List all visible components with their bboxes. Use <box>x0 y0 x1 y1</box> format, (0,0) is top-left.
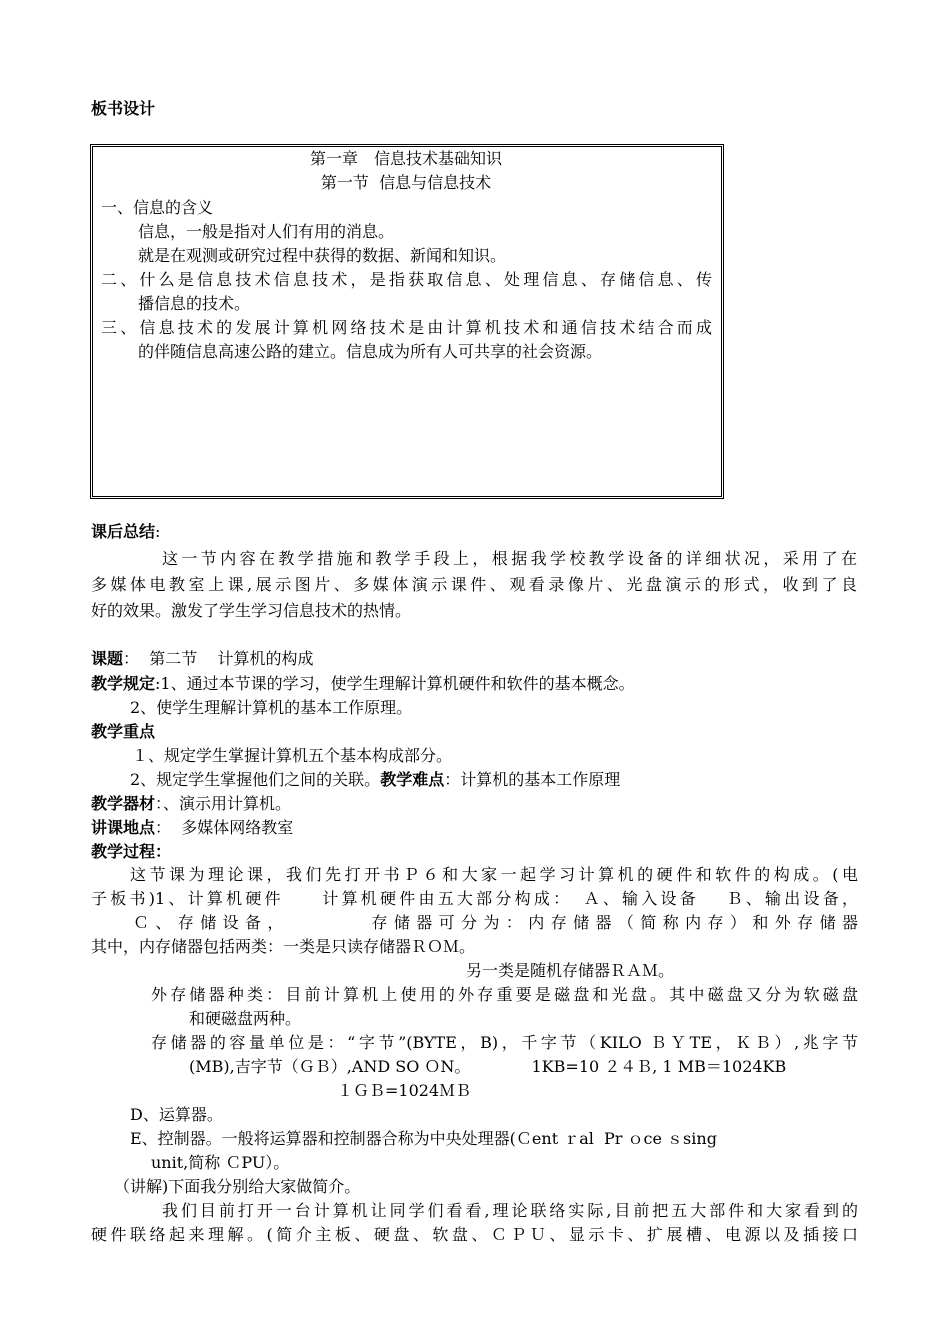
board-point-1-heading: 一、信息的含义 <box>101 198 214 217</box>
lesson-topic-value: ： 第二节 计算机的构成 <box>123 649 314 668</box>
process-line-6: 外存储器种类：目前计算机上使用的外存重要是磁盘和光盘。其中磁盘又分为软磁盘 <box>151 985 858 1004</box>
lesson-key-point-2: 2、规定学生掌握他们之间的关联。 <box>130 770 381 789</box>
board-section-title: 第一节 信息与信息技术 <box>320 173 492 192</box>
process-line-3: Ｃ、存储设备， 存储器可分为：内存储器（简称内存）和外存储器 <box>133 913 858 932</box>
summary-label: 课后总结 <box>91 522 156 541</box>
board-point-2-line-2: 播信息的技术。 <box>138 294 251 313</box>
lesson-place-label: 讲课地点 <box>91 818 156 837</box>
summary-line-1: 这一节内容在教学措施和教学手段上，根据我学校教学设备的详细状况，采用了在 <box>162 549 857 568</box>
lesson-difficulty-label: 教学难点 <box>380 770 445 789</box>
lesson-requirement-label: 教学规定 <box>91 674 156 693</box>
lesson-process-label: 教学过程 <box>91 842 156 861</box>
process-line-10: １ＧＢ=1024ＭＢ <box>337 1081 472 1100</box>
process-line-1: 这节课为理论课，我们先打开书Ｐ６和大家一起学习计算机的硬件和软件的构成。(电 <box>130 865 858 884</box>
process-line-12: E、控制器。一般将运算器和控制器合称为中央处理器(Ｃent ｒal Pr ｏce ｓsing <box>130 1129 717 1148</box>
process-line-13: unit,简称 ＣPU）。 <box>151 1153 290 1172</box>
lesson-key-point-1: １、规定学生掌握计算机五个基本构成部分。 <box>132 746 453 765</box>
summary-line-2: 多媒体电教室上课,展示图片、多媒体演示课件、观看录像片、光盘演示的形式，收到了良 <box>91 575 857 594</box>
lesson-equipment-line <box>91 793 291 815</box>
board-point-1-line-2: 就是在观测或研究过程中获得的数据、新闻和知识。 <box>138 246 507 265</box>
board-point-3-line-2: 的伴随信息高速公路的建立。信息成为所有人可共享的社会资源。 <box>138 342 603 361</box>
process-line-2: 子板书)1、计算机硬件 计算机硬件由五大部分构成： Ａ、输入设备 Ｂ、输出设备， <box>91 889 858 908</box>
board-point-1-line-1: 信息，一般是指对人们有用的消息。 <box>138 222 395 241</box>
lesson-topic-line <box>91 648 314 670</box>
lesson-difficulty-value: ：计算机的基本工作原理 <box>444 770 621 789</box>
board-point-2-line-1: 二、什么是信息技术信息技术，是指获取信息、处理信息、存储信息、传 <box>101 270 712 289</box>
lesson-key-points-label: 教学重点 <box>91 722 156 741</box>
lesson-requirement-line-2: 2、使学生理解计算机的基本工作原理。 <box>130 698 413 717</box>
lesson-topic-label: 课题 <box>91 649 124 668</box>
process-line-9: (MB),吉字节（ＧＢ）,AND SO ＯN。 1KB=10 ２４Ｂ, 1 MB＝1024KB <box>189 1057 787 1076</box>
process-line-15: 我们目前打开一台计算机让同学们看看,理论联络实际,目前把五大部件和大家看到的 <box>162 1201 858 1220</box>
lesson-place-value: ： 多媒体网络教室 <box>155 818 294 837</box>
process-line-8: 存储器的容量单位是：“字节”(BYTE，B)，千字节（KILO ＢＹTE，ＫＢ）,兆字节 <box>151 1033 858 1052</box>
lesson-key-point-2-line <box>130 769 620 791</box>
process-line-7: 和硬磁盘两种。 <box>189 1009 302 1028</box>
summary-colon: : <box>155 522 161 541</box>
lesson-requirement-line-1 <box>91 673 635 695</box>
summary-line-3: 好的效果。激发了学生学习信息技术的热情。 <box>91 601 412 620</box>
board-chapter-title: 第一章 信息技术基础知识 <box>309 149 502 168</box>
lesson-process-heading <box>91 841 171 863</box>
process-line-14: （讲解)下面我分别给大家做简介。 <box>114 1177 361 1196</box>
lesson-process-colon: ： <box>155 842 172 861</box>
lesson-equipment-label: 教学器材 <box>91 794 156 813</box>
summary-heading <box>91 521 160 543</box>
lesson-requirement-1: :1、通过本节课的学习，使学生理解计算机硬件和软件的基本概念。 <box>155 674 635 693</box>
board-design-heading: 板书设计 <box>91 99 156 118</box>
lesson-place-line <box>91 817 293 839</box>
lesson-equipment-value: ：、演示用计算机。 <box>155 794 292 813</box>
process-line-5: 另一类是随机存储器ＲＡＭ。 <box>466 961 675 980</box>
board-point-3-line-1: 三、信息技术的发展计算机网络技术是由计算机技术和通信技术结合而成 <box>101 318 712 337</box>
process-line-11: D、运算器。 <box>130 1105 223 1124</box>
process-line-4: 其中，内存储器包括两类：一类是只读存储器ＲＯＭ。 <box>91 937 476 956</box>
process-line-16: 硬件联络起来理解。(简介主板、硬盘、软盘、ＣＰＵ、显示卡、扩展槽、电源以及插接口 <box>91 1225 858 1244</box>
